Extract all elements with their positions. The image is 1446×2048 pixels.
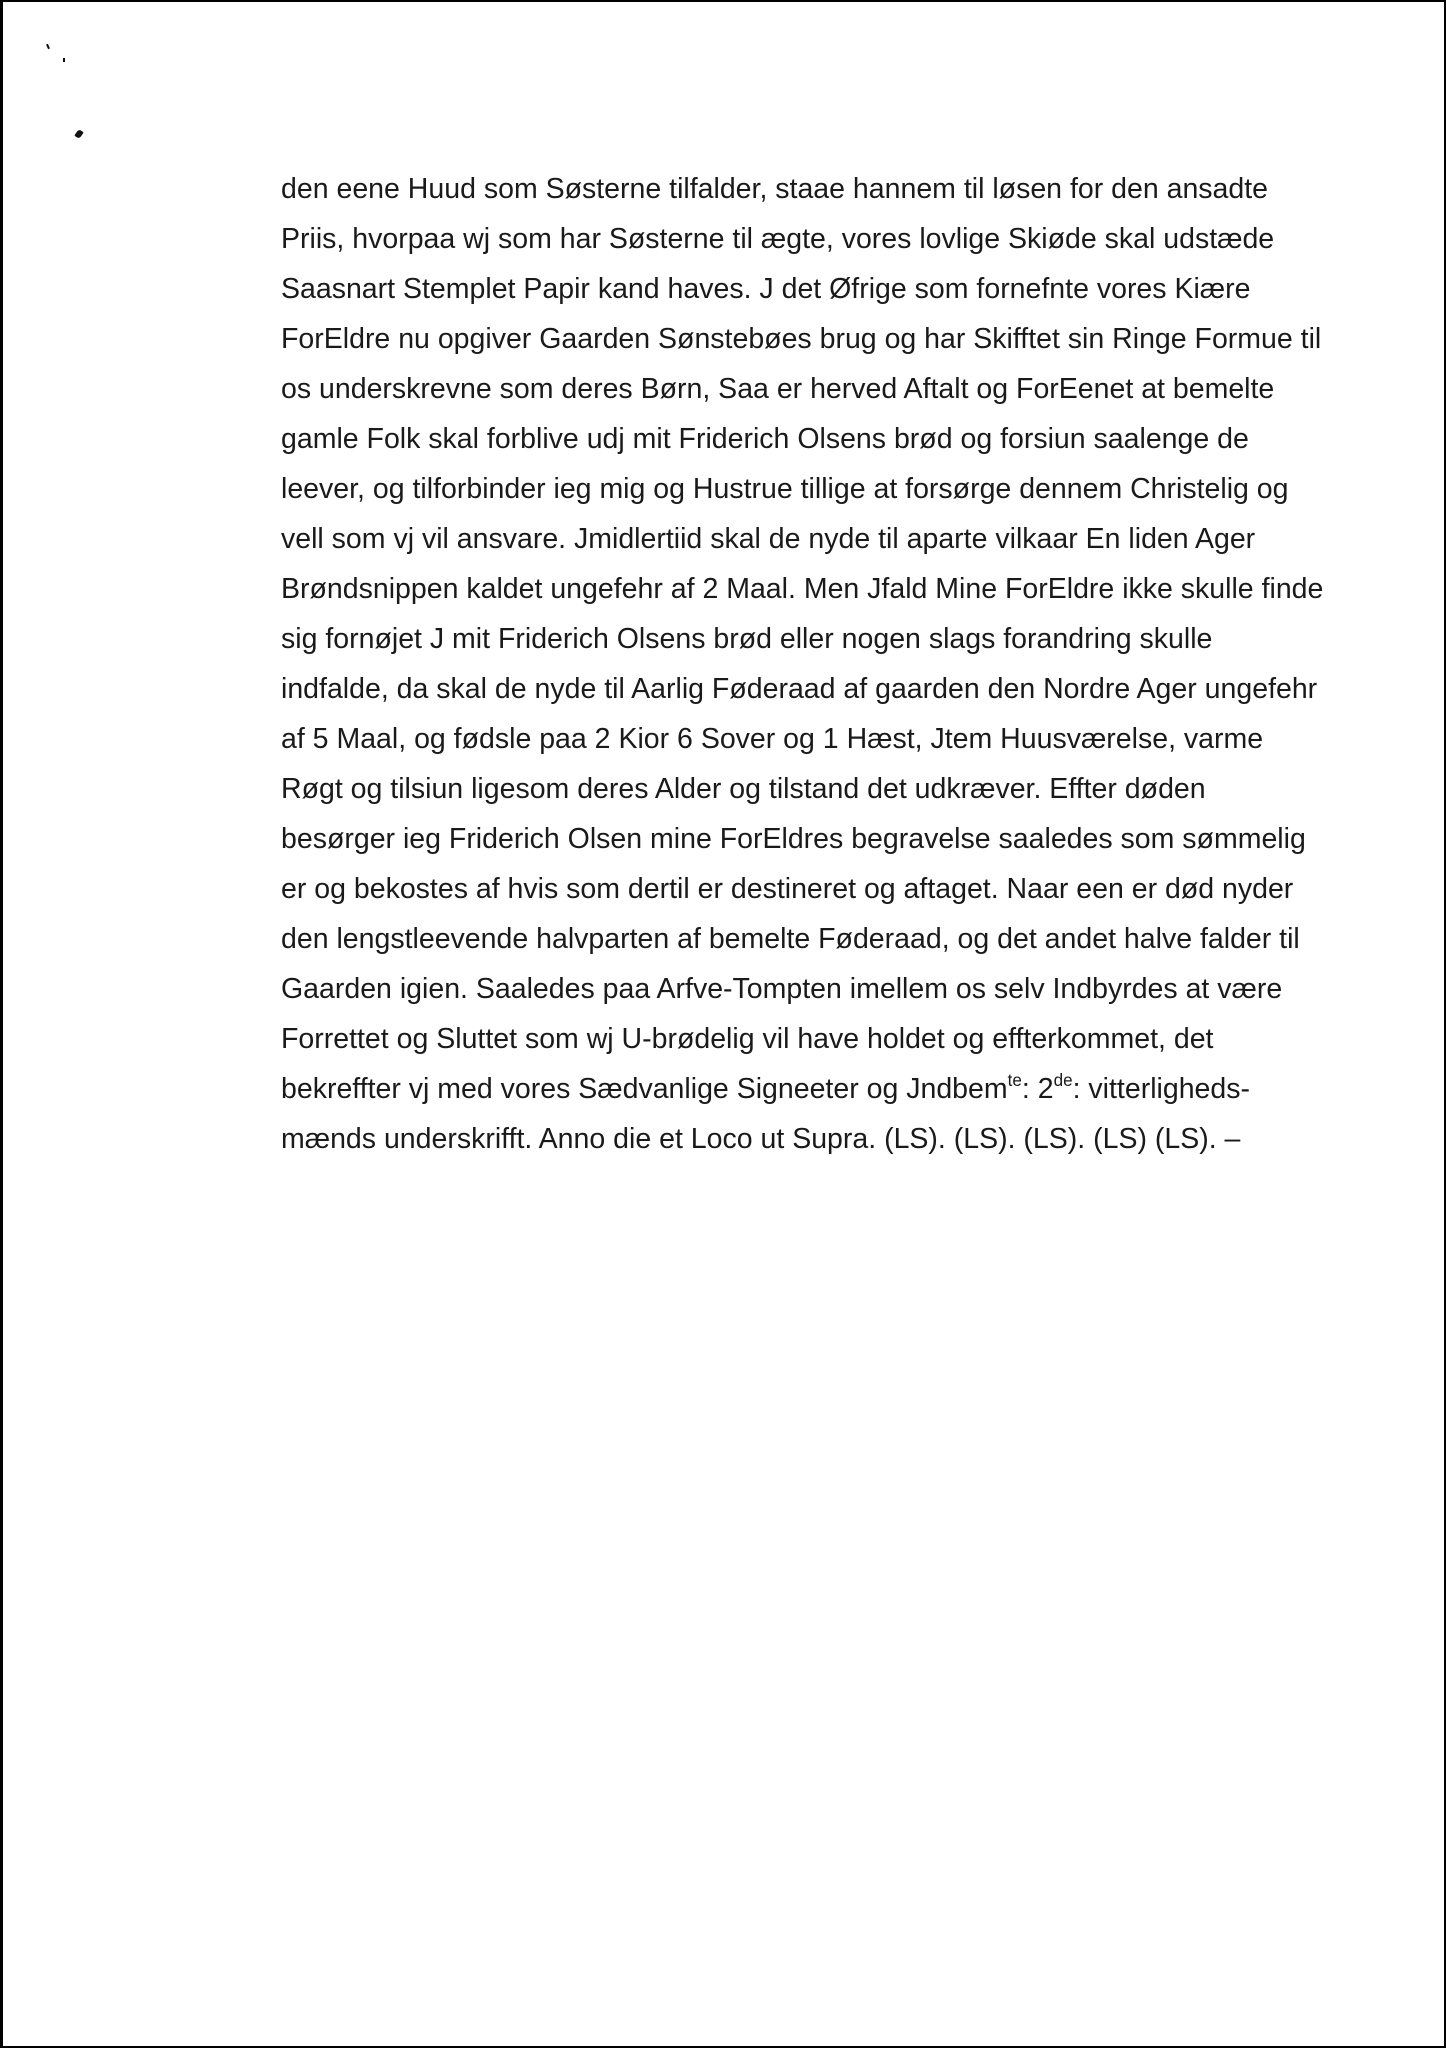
text-line: Røgt og tilsiun ligesom deres Alder og tilstand det udkræver. Effter døden: [281, 773, 1206, 805]
text-line: Brøndsnippen kaldet ungefehr af 2 Maal. Men Jfald Mine ForEldre ikke skulle finde: [281, 573, 1324, 605]
text-line: vell som vj vil ansvare. Jmidlertiid skal de nyde til aparte vilkaar En liden Ager: [281, 523, 1256, 555]
text-line: besørger ieg Friderich Olsen mine ForEldres begravelse saaledes som sømmelig: [281, 823, 1306, 855]
text-line: leever, og tilforbinder ieg mig og Hustrue tillige at forsørge dennem Christelig og: [281, 473, 1289, 505]
text-line: den eene Huud som Søsterne tilfalder, staae hannem til løsen for den ansadte: [281, 173, 1269, 205]
text-line: Saasnart Stemplet Papir kand haves. J det Øfrige som fornefnte vores Kiære: [281, 273, 1251, 305]
text-line: indfalde, da skal de nyde til Aarlig Føderaad af gaarden den Nordre Ager ungefehr: [281, 673, 1318, 705]
scan-speck: [46, 44, 50, 49]
text-line: ForEldre nu opgiver Gaarden Sønstebøes brug og har Skifftet sin Ringe Formue til: [281, 323, 1322, 355]
text-line-closing: mænds underskrifft. Anno die et Loco ut Supra. (LS). (LS). (LS). (LS) (LS). –: [281, 1123, 1241, 1155]
text-line: af 5 Maal, og fødsle paa 2 Kior 6 Sover og 1 Hæst, Jtem Huusværelse, varme: [281, 723, 1264, 755]
line-segment: bekreffter vj med vores Sædvanlige Signeeter og Jndbem: [281, 1073, 1008, 1105]
document-body-text: [281, 164, 1391, 1164]
scan-speck: [74, 129, 84, 139]
superscript-te: te: [1007, 1071, 1022, 1091]
text-line: gamle Folk skal forblive udj mit Friderich Olsens brød og forsiun saalenge de: [281, 423, 1249, 455]
line-segment: : vitterligheds-: [1072, 1073, 1250, 1105]
text-line: os underskrevne som deres Børn, Saa er herved Aftalt og ForEenet at bemelte: [281, 373, 1275, 405]
line-segment: : 2: [1021, 1073, 1054, 1105]
text-line: den lengstleevende halvparten af bemelte Føderaad, og det andet halve falder til: [281, 923, 1300, 955]
scan-speck: [63, 58, 65, 62]
text-line: sig fornøjet J mit Friderich Olsens brød eller nogen slags forandring skulle: [281, 623, 1213, 655]
text-line: Priis, hvorpaa wj som har Søsterne til ægte, vores lovlige Skiøde skal udstæde: [281, 223, 1275, 255]
text-line: Gaarden igien. Saaledes paa Arfve-Tompten imellem os selv Indbyrdes at være: [281, 973, 1283, 1005]
text-line-with-superscripts: [281, 1064, 1391, 1114]
superscript-de: de: [1053, 1071, 1073, 1091]
text-line: Forrettet og Sluttet som wj U-brødelig vil have holdet og effterkommet, det: [281, 1023, 1214, 1055]
text-line: er og bekostes af hvis som dertil er destineret og aftaget. Naar een er død nyder: [281, 873, 1294, 905]
